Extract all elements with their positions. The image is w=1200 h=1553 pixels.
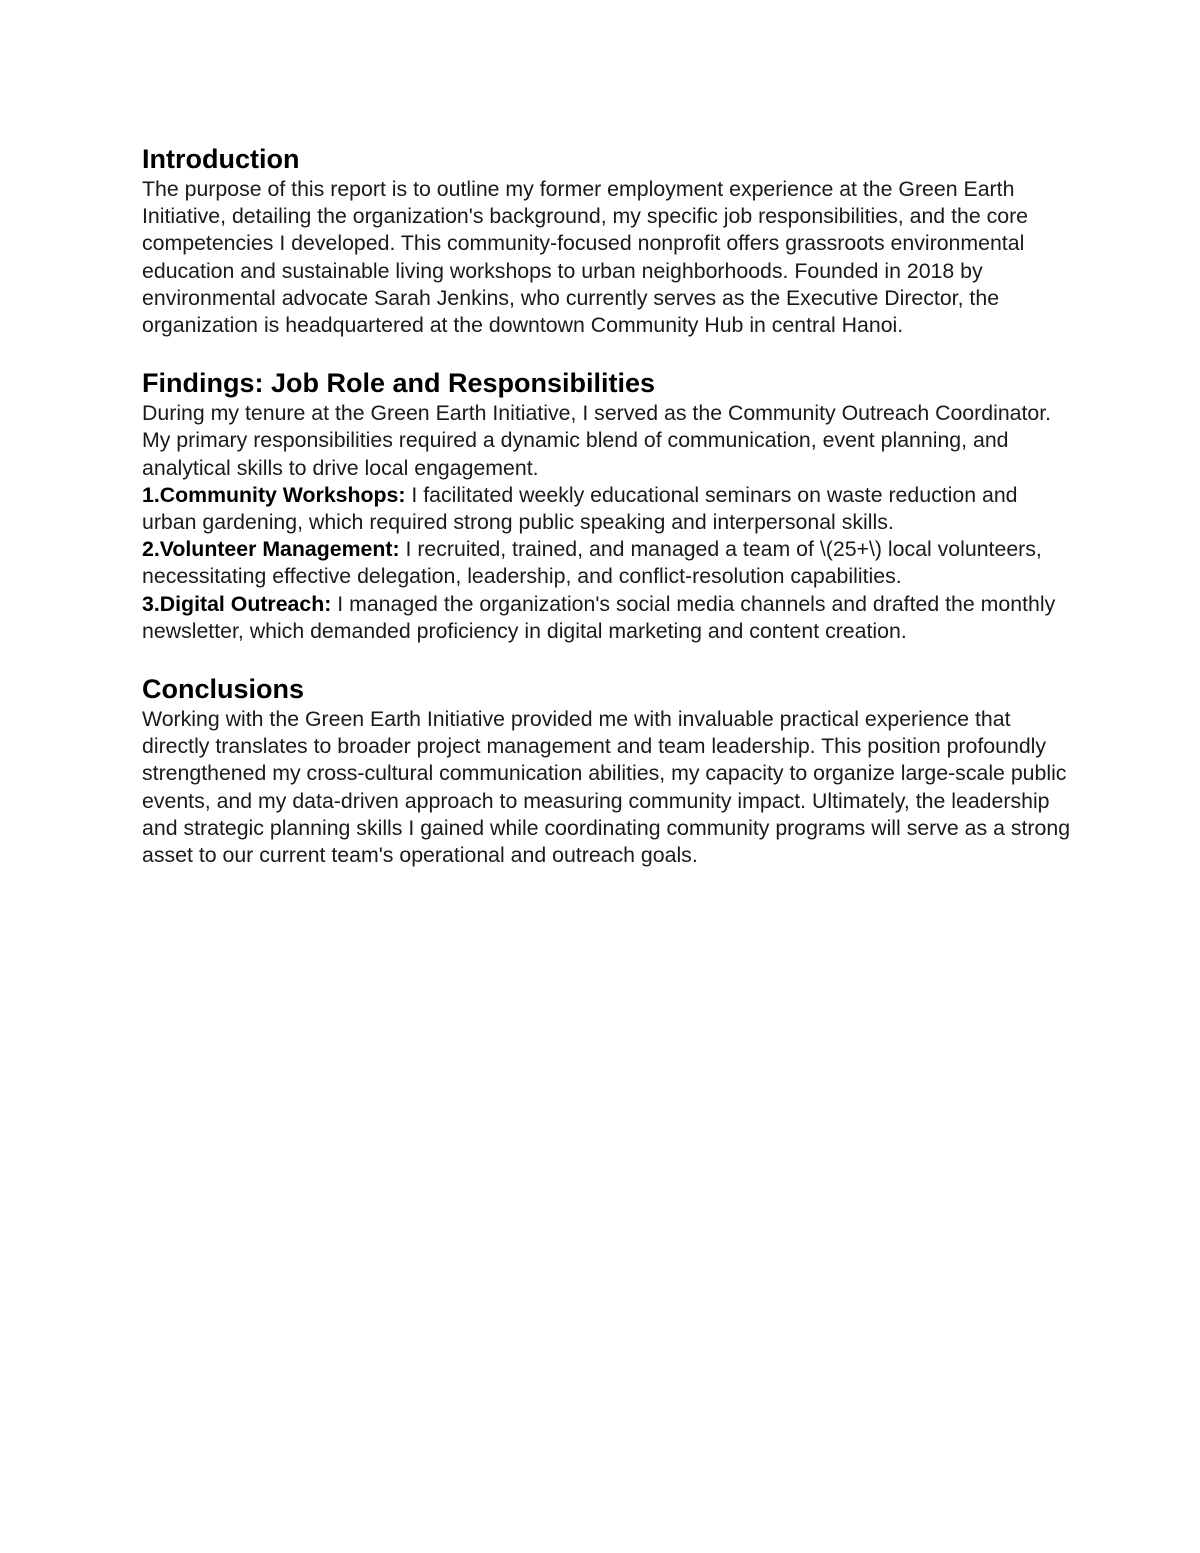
list-item-text: I recruited, trained, and managed a team of \(25+\) local volunteers, necessitating effective delegation, leadership, and conflict-resolution capabilities. xyxy=(142,537,1042,589)
findings-section xyxy=(142,366,1072,645)
conclusions-section xyxy=(142,672,1072,869)
conclusions-heading: Conclusions xyxy=(142,674,305,705)
list-item-text: I facilitated weekly educational seminars on waste reduction and urban gardening, which required strong public speaking and interpersonal skills. xyxy=(142,482,1018,535)
list-item-digital-outreach xyxy=(142,591,1072,645)
introduction-paragraph: The purpose of this report is to outline my former employment experience at the Green Earth Initiative, detailing the organization's background, my specific job responsibilities, and the core competencies I developed. This community-focused nonprofit offers grassroots environmental education and sustainable living workshops to urban neighborhoods. Founded in 2018 by environmental advocate Sarah Jenkins, who currently serves as the Executive Director, the organization is headquartered at the downtown Community Hub in central Hanoi. xyxy=(142,177,1029,338)
document-page xyxy=(142,142,1072,869)
list-item-lead: 2.Volunteer Management: xyxy=(142,537,400,562)
list-item-lead: 3.Digital Outreach: xyxy=(142,591,332,616)
introduction-heading: Introduction xyxy=(142,144,300,174)
list-item-text: I managed the organization's social media channels and drafted the monthly newsletter, which demanded proficiency in digital marketing and content creation. xyxy=(142,591,1056,643)
list-item-volunteer-management xyxy=(142,536,1072,590)
list-item-lead: 1.Community Workshops: xyxy=(142,482,406,507)
findings-paragraph: During my tenure at the Green Earth Initiative, I served as the Community Outreach Coordinator. My primary responsibilities required a dynamic blend of communication, event planning, and analytical skills to drive local engagement. xyxy=(142,401,1052,480)
findings-heading: Findings: Job Role and Responsibilities xyxy=(142,368,656,399)
list-item-community-workshops xyxy=(142,482,1072,536)
conclusions-paragraph: Working with the Green Earth Initiative provided me with invaluable practical experience that directly translates to broader project management and team leadership. This position profoundly strengthened my cross-cultural communication abilities, my capacity to organize large-scale public events, and my data-driven approach to measuring community impact. Ultimately, the leadership and strategic planning skills I gained while coordinating community programs will serve as a strong asset to our current team's operational and outreach goals. xyxy=(142,707,1071,868)
introduction-section xyxy=(142,142,1072,339)
